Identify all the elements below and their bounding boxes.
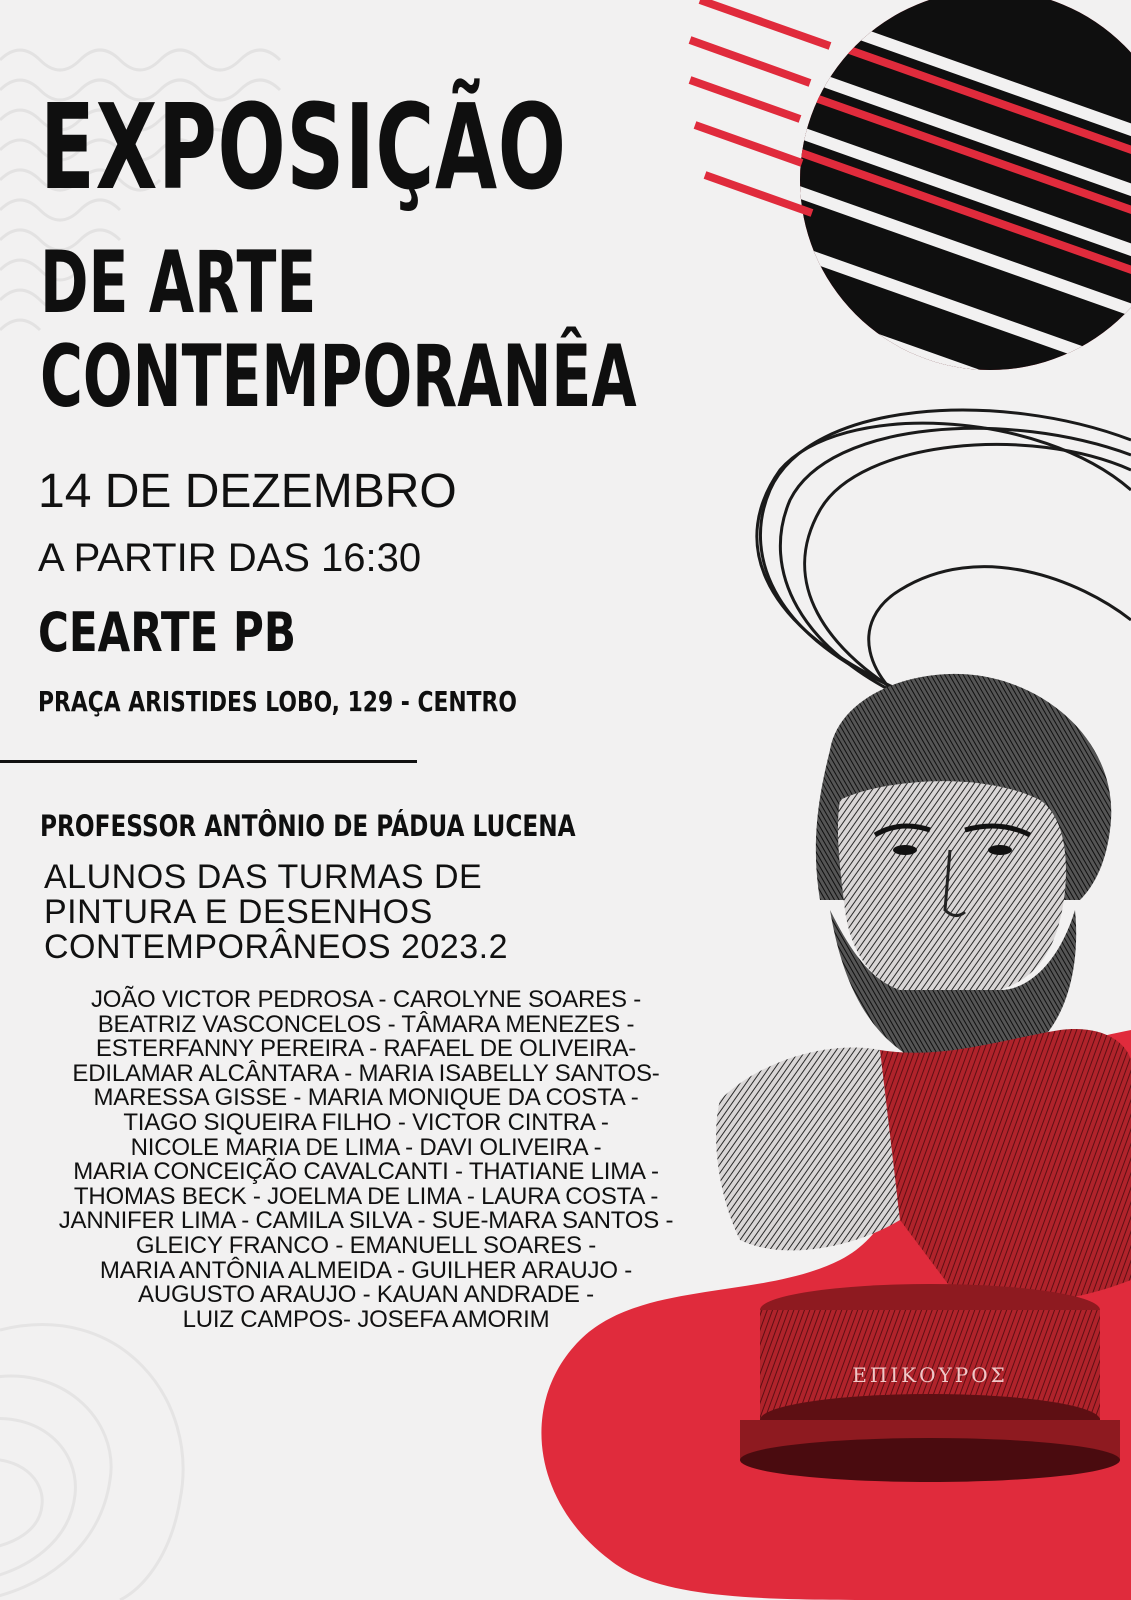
classes-credit: ALUNOS DAS TURMAS DE PINTURA E DESENHOS CONTEMPORÂNEOS 2023.2 — [44, 858, 508, 966]
student-names-line: JANNIFER LIMA - CAMILA SILVA - SUE-MARA SANTOS - — [58, 1207, 674, 1235]
event-date: 14 DE DEZEMBRO — [38, 465, 457, 518]
title-line-3: CONTEMPORANÊA — [40, 327, 637, 427]
philosopher-bust-illustration — [700, 660, 1131, 1520]
student-names-list — [16, 988, 716, 1332]
student-names-line: EDILAMAR ALCÂNTARA - MARIA ISABELLY SANTOS- — [72, 1059, 660, 1087]
bust-face — [838, 781, 1066, 990]
professor-credit: PROFESSOR ANTÔNIO DE PÁDUA LUCENA — [40, 809, 576, 843]
event-venue: CEARTE PB — [38, 601, 296, 664]
event-address: PRAÇA ARISTIDES LOBO, 129 - CENTRO — [38, 685, 517, 718]
event-time: A PARTIR DAS 16:30 — [38, 536, 422, 580]
bust-inscription: ΕΠΙΚΟΥΡΟΣ — [852, 1363, 1008, 1387]
student-names-line: MARIA ANTÔNIA ALMEIDA - GUILHER ARAUJO - — [99, 1256, 633, 1284]
student-names-line: BEATRIZ VASCONCELOS - TÂMARA MENEZES - — [97, 1010, 635, 1038]
student-names-line: AUGUSTO ARAUJO - KAUAN ANDRADE - — [138, 1281, 594, 1309]
student-names-line: JOÃO VICTOR PEDROSA - CAROLYNE SOARES - — [90, 986, 642, 1013]
student-names-line: THOMAS BECK - JOELMA DE LIMA - LAURA COSTA - — [73, 1182, 659, 1210]
student-names-line: GLEICY FRANCO - EMANUELL SOARES - — [135, 1231, 597, 1259]
student-names-line: MARIA CONCEIÇÃO CAVALCANTI - THATIANE LIMA - — [73, 1158, 659, 1186]
title-line-2: DE ARTE — [40, 233, 317, 333]
bust-drapery-left — [716, 1047, 900, 1250]
student-names-line: LUIZ CAMPOS- JOSEFA AMORIM — [182, 1305, 550, 1333]
section-divider — [0, 760, 417, 763]
title-line-1: EXPOSIÇÃO — [40, 78, 567, 216]
student-names-line: ESTERFANNY PEREIRA - RAFAEL DE OLIVEIRA- — [95, 1035, 637, 1063]
student-names-line: MARESSA GISSE - MARIA MONIQUE DA COSTA - — [93, 1084, 639, 1112]
contour-lines-decoration — [0, 1325, 183, 1600]
student-names-line: NICOLE MARIA DE LIMA - DAVI OLIVEIRA - — [130, 1133, 602, 1161]
striped-circle-decoration — [680, 0, 1131, 440]
student-names-line: TIAGO SIQUEIRA FILHO - VICTOR CINTRA - — [123, 1108, 609, 1136]
bust-drapery-red — [880, 1029, 1131, 1304]
